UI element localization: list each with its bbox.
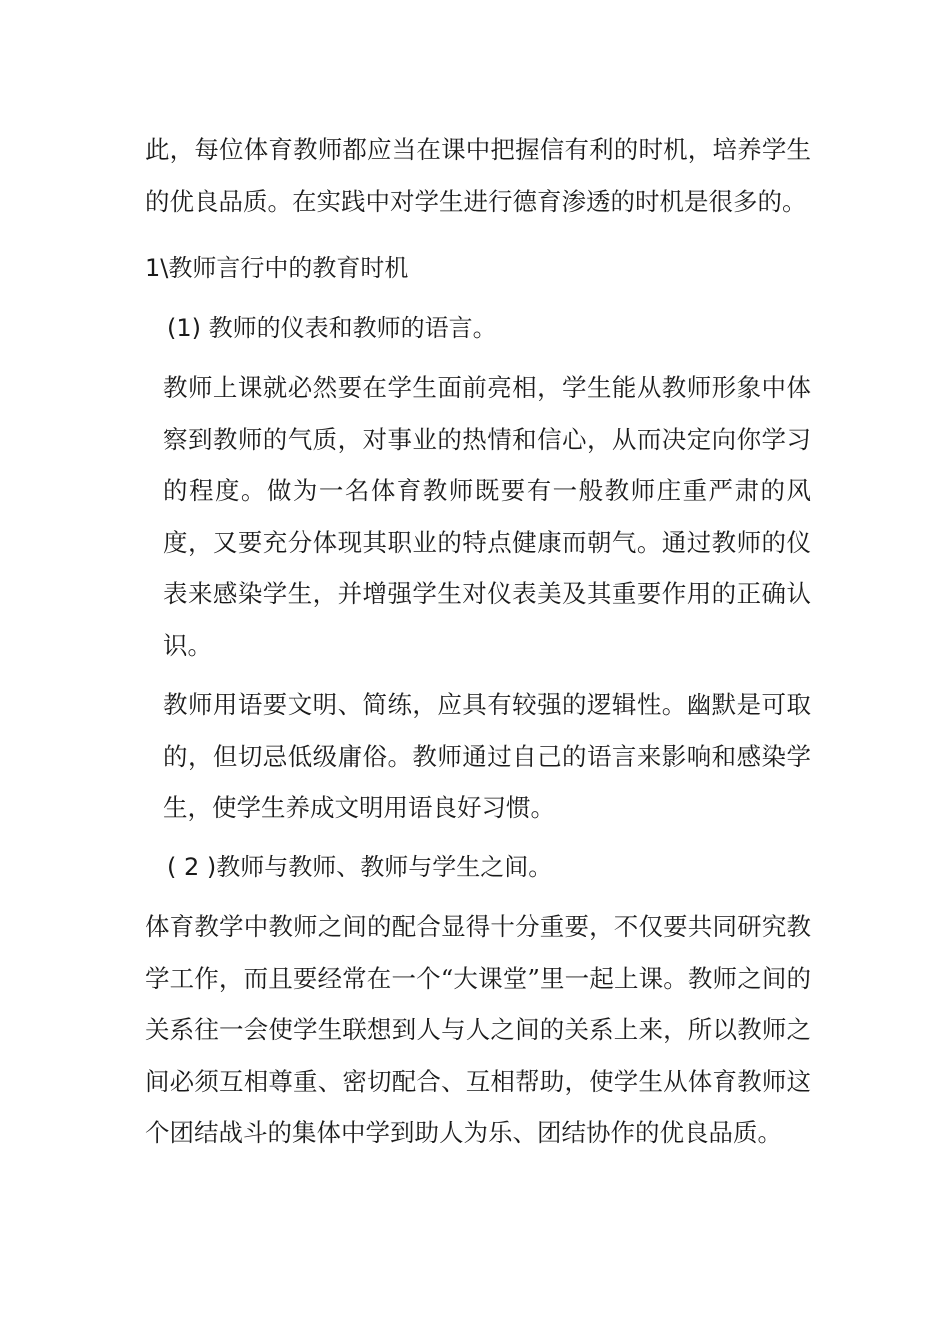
document-page xyxy=(145,124,811,1159)
body-paragraph-3: 体育教学中教师之间的配合显得十分重要，不仅要共同研究教学工作，而且要经常在一个“大课堂”里一起上课。教师之间的关系往一会使学生联想到人与人之间的关系上来，所以教师之间必须互相尊重、密切配合、互相帮助，使学生从体育教师这个团结战斗的集体中学到助人为乐、团结协作的优良品质。 xyxy=(145,912,811,1147)
subsection-heading-1: (1) 教师的仪表和教师的语言。 xyxy=(167,313,497,342)
section-heading: 1\教师言行中的教育时机 xyxy=(145,254,409,282)
subsection-heading-2: ( 2 )教师与教师、教师与学生之间。 xyxy=(167,852,553,881)
intro-paragraph: 此，每位体育教师都应当在课中把握信有利的时机，培养学生的优良品质。在实践中对学生进行德育渗透的时机是很多的。 xyxy=(145,135,811,216)
body-paragraph-2: 教师用语要文明、简练，应具有较强的逻辑性。幽默是可取的，但切忌低级庸俗。教师通过自己的语言来影响和感染学生，使学生养成文明用语良好习惯。 xyxy=(163,690,811,822)
body-paragraph-1: 教师上课就必然要在学生面前亮相，学生能从教师形象中体察到教师的气质，对事业的热情和信心，从而决定向你学习的程度。做为一名体育教师既要有一般教师庄重严肃的风度，又要充分体现其职业的特点健康而朝气。通过教师的仪表来感染学生，并增强学生对仪表美及其重要作用的正确认识。 xyxy=(163,373,811,660)
